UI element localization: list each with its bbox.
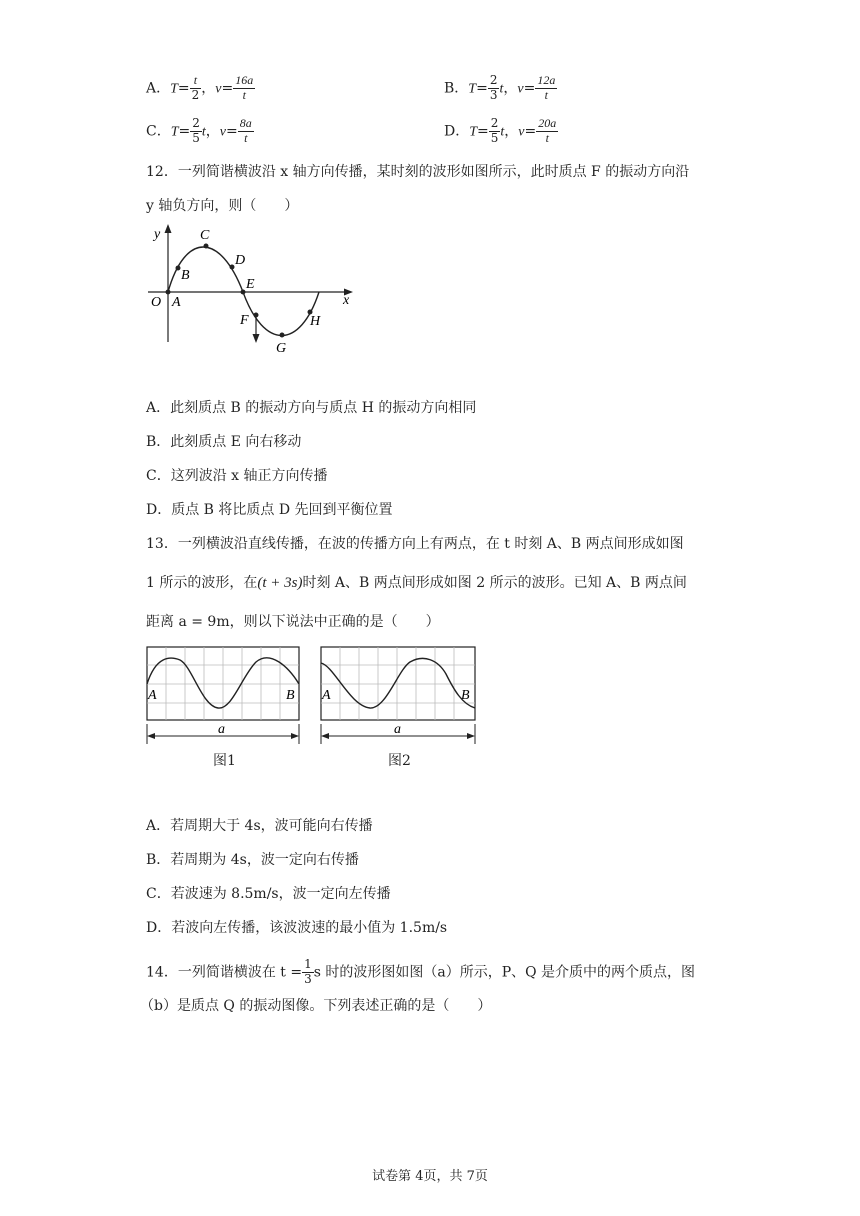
q11-option-c: C．T= $\frac{2}{5}$ t，v= $\frac{8a}{t}$ xyxy=(146,116,252,145)
frac-den: 2 xyxy=(191,87,200,102)
label-c: C xyxy=(200,228,210,243)
q13-stem-line1: 13．一列横波沿直线传播，在波的传播方向上有两点，在 t 时刻 A、B 两点间形成如图 xyxy=(146,536,684,552)
q13-stem-line3: 距离 a = 9m，则以下说法中正确的是（ ） xyxy=(146,614,440,630)
q12-option-b: B．此刻质点 E 向右移动 xyxy=(146,434,302,450)
frac-den: t xyxy=(242,87,246,102)
fraction xyxy=(536,117,558,146)
q12-stem-line1: 12．一列简谐横波沿 x 轴方向传播，某时刻的波形如图所示，此时质点 F 的振动方向沿 xyxy=(146,164,690,180)
q13-option-c: C．若波速为 8.5m/s，波一定向左传播 xyxy=(146,886,391,902)
point-e xyxy=(241,290,246,295)
fraction xyxy=(190,117,202,146)
fraction xyxy=(489,117,501,146)
q13-option-a: A．若周期大于 4s，波可能向右传播 xyxy=(146,818,373,834)
option-label: C． xyxy=(146,123,171,140)
frac-den: 5 xyxy=(490,130,499,145)
q11-option-b: B．T= $\frac{2}{3}$ t，v= $\frac{12a}{t}$ xyxy=(444,73,556,102)
q14-line1-part-a: 14．一列简谐横波在 t = xyxy=(146,964,303,981)
fraction xyxy=(190,74,202,103)
y-label: y xyxy=(154,227,161,242)
q12-wave-figure xyxy=(140,222,370,362)
q13-option-b: B．若周期为 4s，波一定向右传播 xyxy=(146,852,359,868)
fraction xyxy=(302,958,314,987)
q13-line2-part-b: 时刻 A、B 两点间形成如图 2 所示的波形。已知 A、B 两点间 xyxy=(302,575,687,591)
q13-time-expression: (t + 3s) xyxy=(257,575,303,591)
fraction xyxy=(233,74,255,103)
frac-num: 2 xyxy=(489,73,498,87)
q13-line2-part-a: 1 所示的波形，在 xyxy=(146,575,258,591)
label-f: F xyxy=(240,313,249,328)
q13-stem-line2 xyxy=(146,573,687,593)
label-a: A xyxy=(172,295,181,310)
fig2-label-b: B xyxy=(461,688,470,703)
point-c xyxy=(204,244,209,249)
q14-stem-line2: （b）是质点 Q 的振动图像。下列表述正确的是（ ） xyxy=(140,998,492,1014)
frac-num: 16a xyxy=(235,73,254,87)
q12-option-d: D．质点 B 将比质点 D 先回到平衡位置 xyxy=(146,502,393,518)
fig1-label-a: A xyxy=(148,688,157,703)
option-label: A． xyxy=(146,80,171,97)
frac-num: 2 xyxy=(192,116,200,130)
frac-den: 3 xyxy=(489,87,498,102)
q12-option-c: C．这列波沿 x 轴正方向传播 xyxy=(146,468,328,484)
fig2-frame xyxy=(321,647,475,720)
frac-num: t xyxy=(190,74,202,89)
frac-num: 1 xyxy=(304,957,312,971)
label-g: G xyxy=(276,341,287,356)
frac-num: 12a xyxy=(537,73,556,87)
label-d: D xyxy=(235,253,246,268)
page-footer: 试卷第 4页，共 7页 xyxy=(372,1169,488,1184)
q12-option-a: A．此刻质点 B 的振动方向与质点 H 的振动方向相同 xyxy=(146,400,477,416)
x-label: x xyxy=(343,293,350,308)
q12-stem-line2: y 轴负方向，则（ ） xyxy=(146,198,299,214)
q13-option-d: D．若波向左传播，该波波速的最小值为 1.5m/s xyxy=(146,920,448,936)
fig1-label-b: B xyxy=(286,688,295,703)
frac-den: t xyxy=(244,130,248,145)
f-arrow-head xyxy=(253,334,260,343)
fig2-distance-label: a xyxy=(394,722,401,737)
frac-num: 2 xyxy=(490,116,499,130)
frac-den: 5 xyxy=(192,130,200,145)
fig2-caption: 图2 xyxy=(388,753,411,769)
q11-option-a: A．T= $\frac{t}{2}$ ，v= $\frac{16a}{t}$ xyxy=(146,73,254,102)
fig1-caption: 图1 xyxy=(213,753,236,769)
fig2-label-a: A xyxy=(322,688,331,703)
label-b: B xyxy=(181,268,190,283)
frac-den: t xyxy=(545,130,549,145)
frac-den: t xyxy=(544,87,548,102)
frac-den: 3 xyxy=(304,971,312,986)
y-axis-arrow xyxy=(165,224,172,233)
frac-num: 20a xyxy=(538,116,557,130)
q14-stem-line1 xyxy=(146,958,695,987)
origin-label: O xyxy=(151,295,162,310)
q11-option-d: D．T= $\frac{2}{5}$ t，v= $\frac{20a}{t}$ xyxy=(444,116,557,145)
option-label: D． xyxy=(444,123,470,140)
label-e: E xyxy=(246,277,255,292)
fig1-distance-label: a xyxy=(218,722,225,737)
point-g xyxy=(280,333,285,338)
point-a xyxy=(166,290,171,295)
q14-line1-part-b: s 时的波形图如图（a）所示，P、Q 是介质中的两个质点，图 xyxy=(313,964,696,981)
option-label: B． xyxy=(444,80,469,97)
frac-num: 8a xyxy=(239,116,252,130)
fraction xyxy=(488,74,500,103)
label-h: H xyxy=(310,314,321,329)
fraction xyxy=(535,74,557,103)
point-d xyxy=(230,265,235,270)
point-b xyxy=(176,266,181,271)
fraction xyxy=(238,117,254,146)
